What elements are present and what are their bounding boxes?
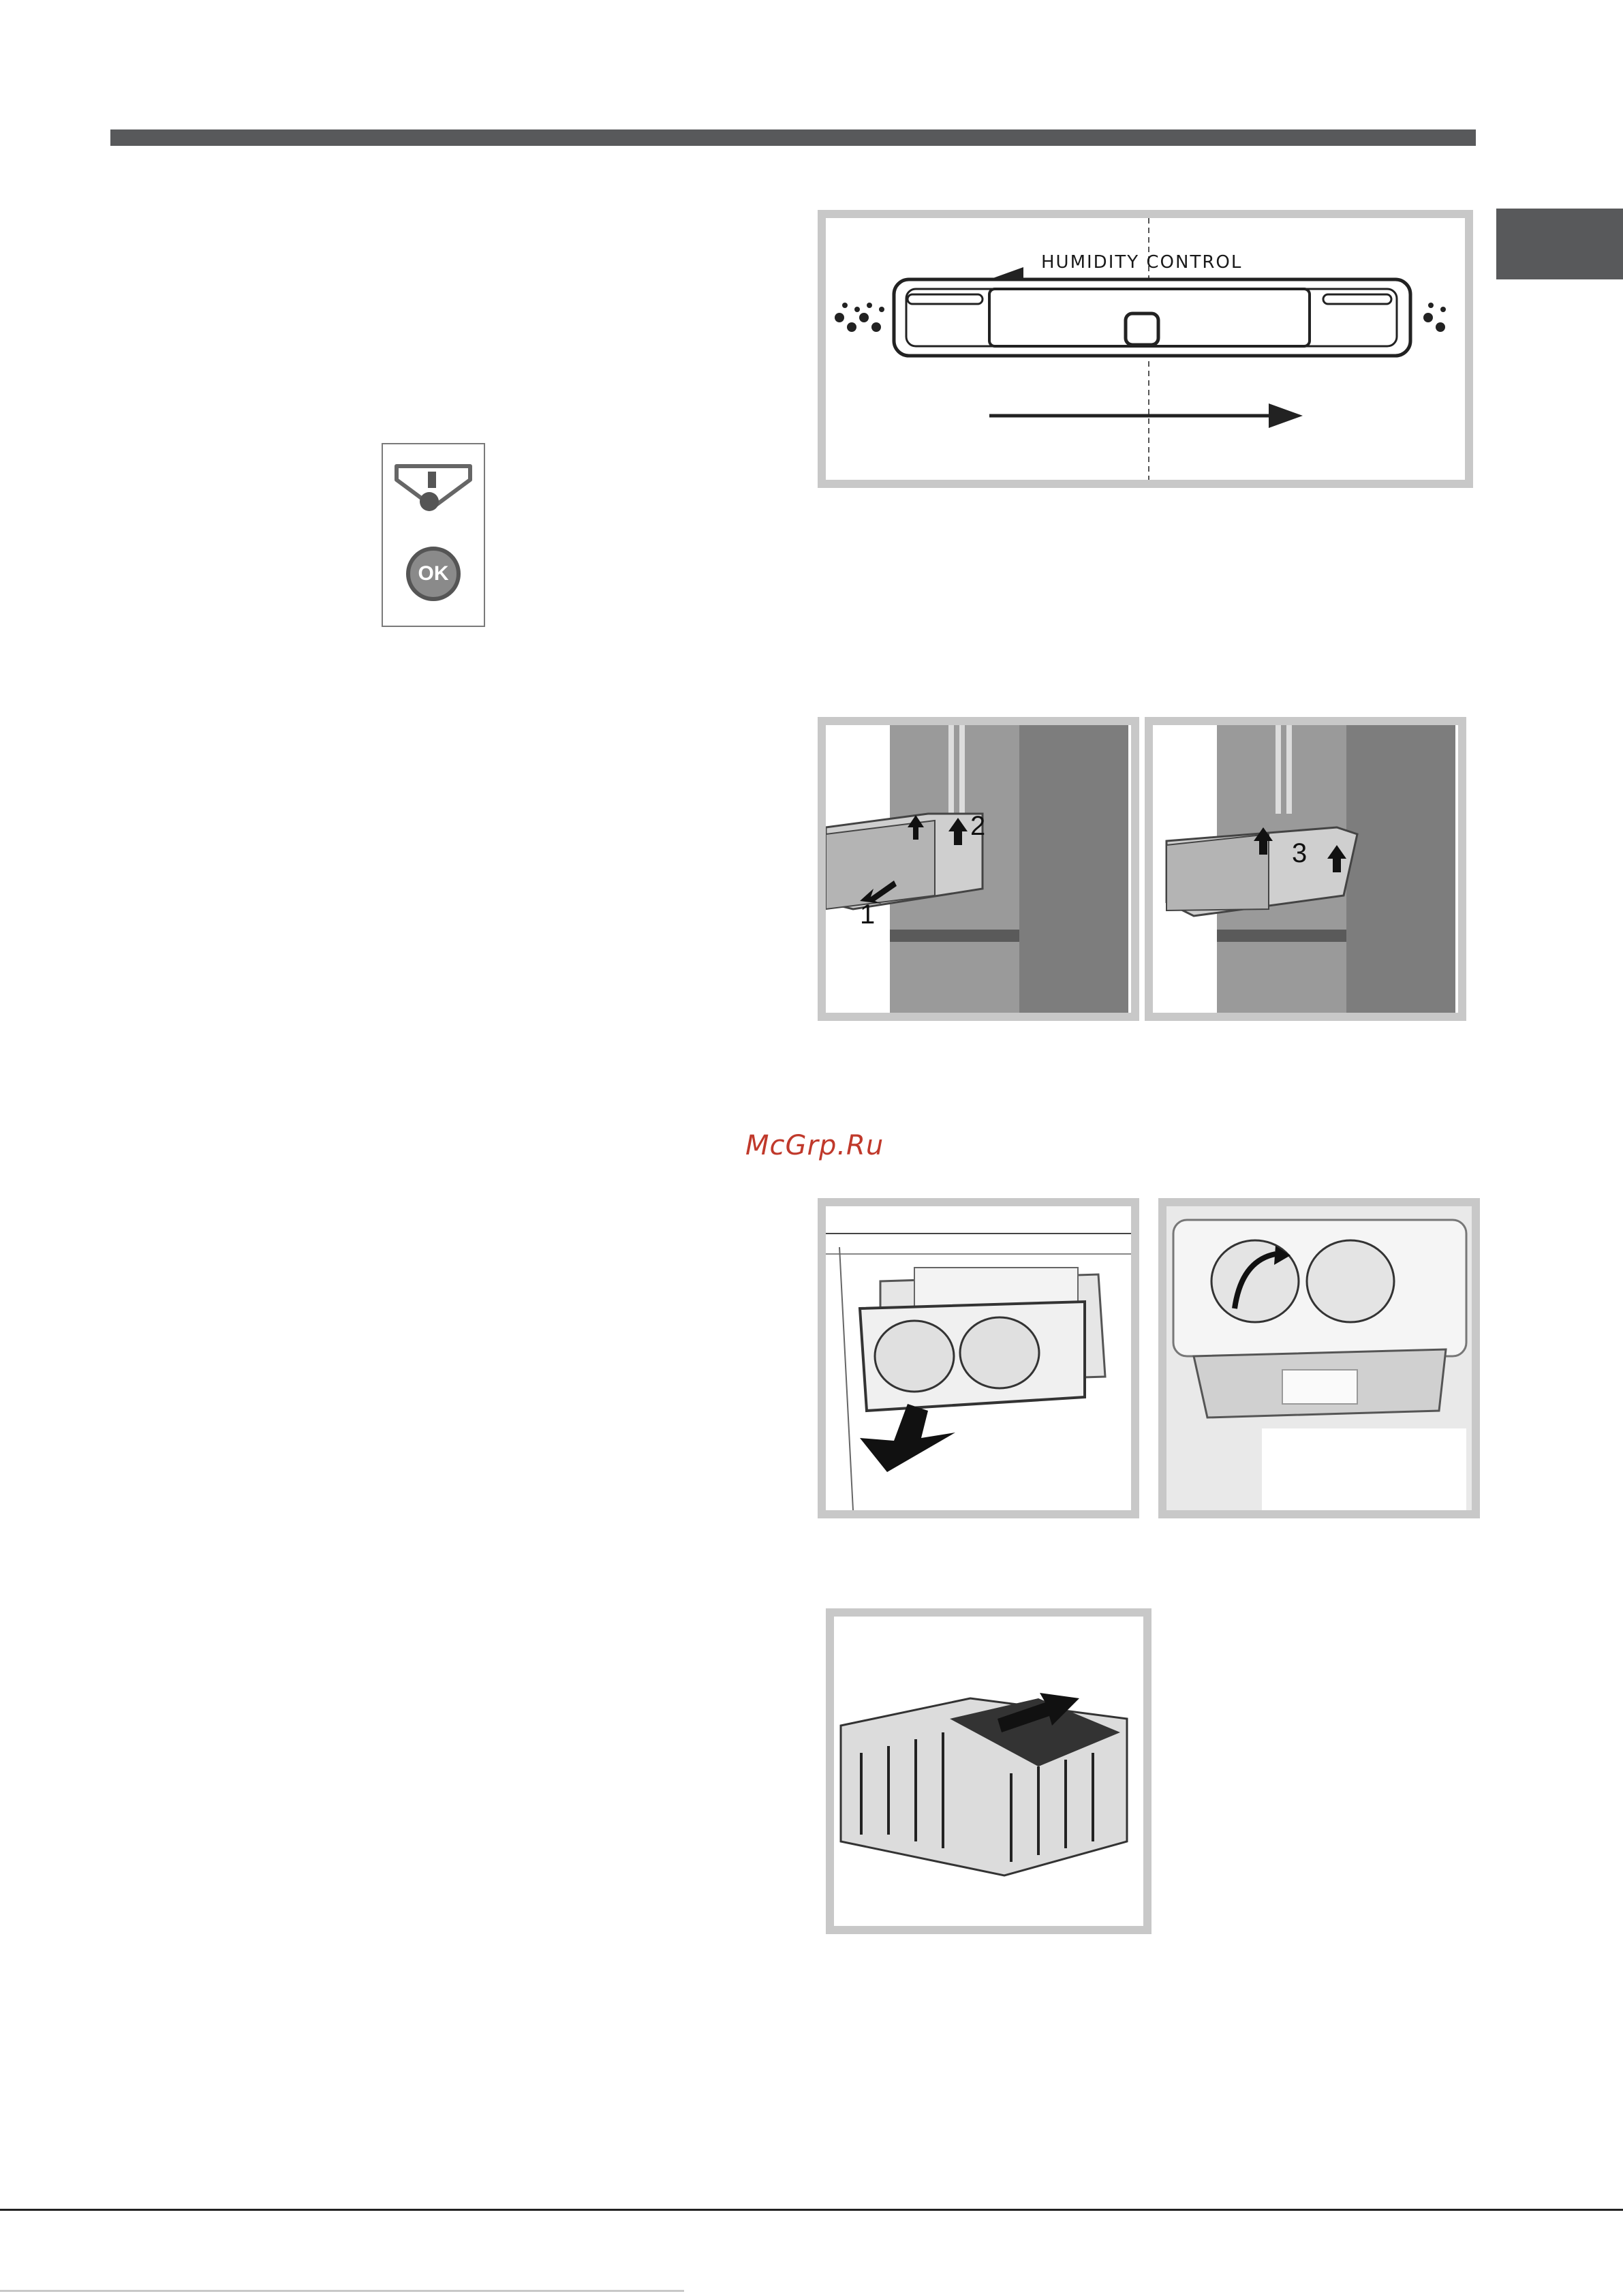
footer-rule-light [0, 2290, 684, 2292]
figure-drawer-remove-2 [1145, 717, 1466, 1021]
arrow-right-icon [1269, 403, 1303, 428]
language-tab [1496, 209, 1623, 279]
ice-tray-knob-left [875, 1321, 954, 1392]
slider-knob [1126, 313, 1158, 345]
warning-dot-icon [420, 492, 439, 511]
step-number-3: 3 [1292, 838, 1308, 868]
ice-tray-knob-right [960, 1317, 1039, 1388]
header-rule [110, 129, 796, 146]
header-rule-right [796, 129, 1476, 146]
step-number-1: 1 [860, 900, 876, 930]
humidity-control-label: HUMIDITY CONTROL [1041, 252, 1243, 273]
figure-ice-tray-remove [818, 1198, 1139, 1518]
low-humidity-droplets-icon [1423, 303, 1446, 332]
footer-rule [0, 2209, 1623, 2211]
pull-out-arrow-icon [860, 1404, 955, 1472]
step-number-2: 2 [970, 811, 986, 841]
high-humidity-droplets-icon [835, 303, 884, 332]
twist-knob-right [1307, 1240, 1394, 1322]
warning-ok-panel [382, 443, 485, 627]
figure-ice-twist [1158, 1198, 1480, 1518]
figure-drawer-remove-1 [818, 717, 1139, 1021]
ok-label: OK [418, 562, 449, 585]
ok-button-icon [406, 547, 461, 601]
watermark-text: McGrp.Ru [745, 1130, 884, 1161]
figure-ice-grid-lift [826, 1608, 1151, 1934]
